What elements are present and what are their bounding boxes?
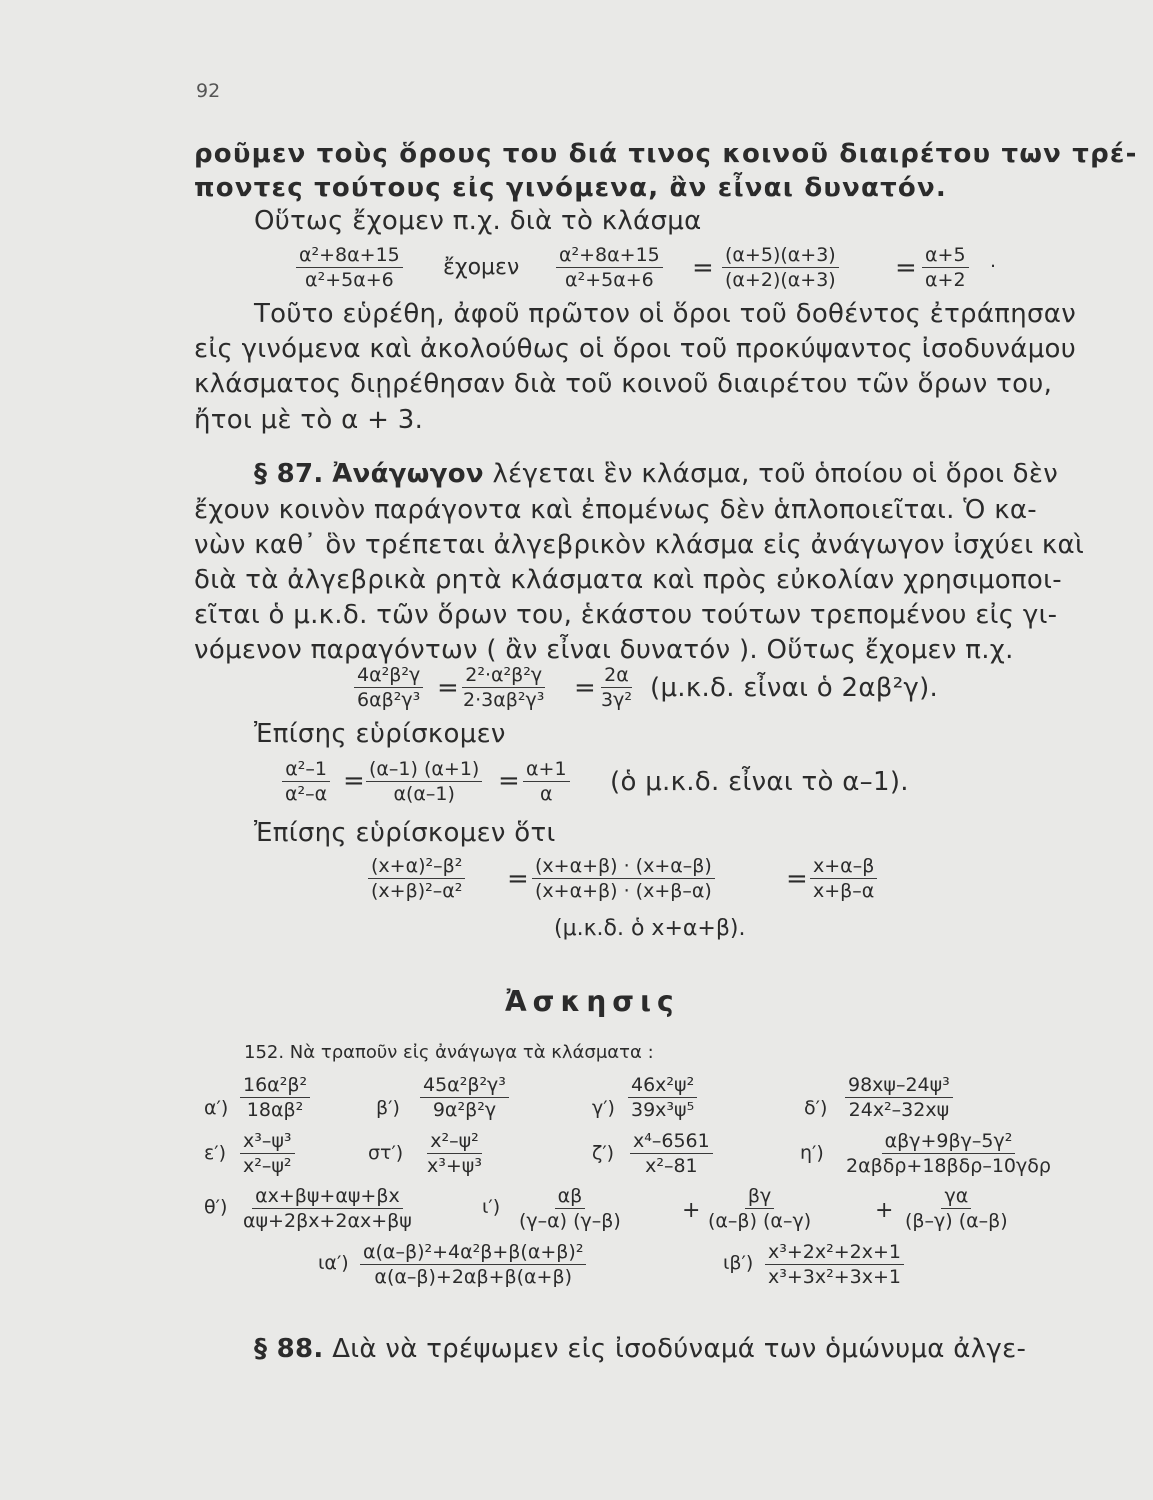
fraction-numerator: α+1 — [523, 758, 570, 782]
intro-line-2: ποντες τούτους εἰς γινόμενα, ἂν εἶναι δυνατόν. — [194, 173, 947, 203]
fraction-numerator: α²+8α+15 — [296, 244, 403, 268]
fraction-denominator: (x+β)²–α² — [371, 880, 463, 902]
fraction-denominator: 9α²β²γ — [432, 1099, 497, 1121]
para1-line-1: Τοῦτο εὑρέθη, ἀφοῦ πρῶτον οἱ ὅροι τοῦ δοθέντος ἐτράπησαν — [254, 299, 1077, 329]
fraction-numerator: x+α–β — [810, 855, 877, 879]
exercise-fraction-h — [843, 1130, 1054, 1177]
example4-fraction-1 — [368, 855, 465, 902]
exercises-heading: Ἀσκησις — [505, 985, 680, 1018]
example2-fraction-1 — [354, 664, 423, 711]
example4-note: (μ.κ.δ. ὁ x+α+β). — [554, 916, 746, 941]
fraction-denominator: (γ–α) (γ–β) — [519, 1210, 621, 1232]
exercise-fraction-c — [628, 1074, 697, 1121]
fraction-numerator: α+5 — [922, 244, 969, 268]
fraction-denominator: α(α–1) — [393, 783, 455, 805]
example4-fraction-3 — [810, 855, 877, 902]
example3-fraction-1 — [282, 758, 330, 805]
exercise-fraction-i-term3 — [902, 1185, 1011, 1232]
fraction-denominator: (α–β) (α–γ) — [708, 1210, 812, 1232]
example2-note: (μ.κ.δ. εἶναι ὁ 2αβ²γ). — [650, 673, 939, 703]
exercise-label-d: δ′) — [804, 1097, 828, 1119]
example1-fraction-1 — [296, 244, 403, 291]
fraction-denominator: α²+5α+6 — [565, 269, 654, 291]
fraction-numerator: αβγ+9βγ–5γ² — [882, 1130, 1016, 1154]
fraction-denominator: x³+ψ³ — [427, 1155, 482, 1177]
fraction-denominator: α(α–β)+2αβ+β(α+β) — [374, 1266, 573, 1288]
exercise-intro: 152. Νὰ τραποῦν εἰς ἀνάγωγα τὰ κλάσματα : — [244, 1042, 654, 1063]
fraction-numerator: (x+α+β) · (x+α–β) — [532, 855, 715, 879]
example1-word: ἔχομεν — [443, 255, 520, 280]
exercise-label-i: ι′) — [482, 1196, 501, 1218]
exercise-fraction-i-term2 — [705, 1185, 814, 1232]
fraction-numerator: α²–1 — [282, 758, 330, 782]
fraction-denominator: αψ+2βx+2αx+βψ — [243, 1210, 412, 1232]
fraction-numerator: 4α²β²γ — [354, 664, 423, 688]
example1-fraction-4 — [922, 244, 969, 291]
plus-sign: + — [875, 1198, 894, 1223]
exercise-label-z: ζ′) — [592, 1142, 615, 1164]
section-88-line — [254, 1333, 1026, 1365]
fraction-denominator: 24x²–32xψ — [848, 1099, 950, 1121]
exercise-fraction-b — [420, 1074, 509, 1121]
example3-fraction-2 — [366, 758, 482, 805]
equals-sign: = — [786, 864, 808, 894]
para1-line-3: κλάσματος διῃρέθησαν διὰ τοῦ κοινοῦ διαιρέτου τῶν ὅρων του, — [194, 369, 1053, 399]
section-number: § 87. — [254, 459, 324, 489]
equals-sign: = — [437, 673, 459, 703]
section-87-line-6: νόμενον παραγόντων ( ἂν εἶναι δυνατόν ). Οὕτως ἔχομεν π.χ. — [194, 635, 1014, 665]
exercise-fraction-ib — [765, 1241, 904, 1288]
fraction-numerator: (x+α)²–β² — [368, 855, 465, 879]
exercise-fraction-z — [630, 1130, 713, 1177]
fraction-numerator: 2²·α²β²γ — [462, 664, 545, 688]
fraction-numerator: αx+βψ+αψ+βx — [252, 1185, 403, 1209]
section-first-line-text: λέγεται ἓν κλάσμα, τοῦ ὁποίου οἱ ὅροι δὲν — [492, 459, 1059, 489]
fraction-numerator: x³–ψ³ — [240, 1130, 295, 1154]
fraction-denominator: α²–α — [285, 783, 328, 805]
fraction-numerator: βγ — [745, 1185, 774, 1209]
equals-sign: = — [507, 864, 529, 894]
fraction-denominator: x+β–α — [813, 880, 875, 902]
fraction-numerator: 98xψ–24ψ³ — [845, 1074, 953, 1098]
exercise-label-c: γ′) — [592, 1097, 615, 1119]
equals-sign: = — [692, 253, 714, 283]
fraction-denominator: (β–γ) (α–β) — [905, 1210, 1008, 1232]
section-87-line-3: νὼν καθ᾽ ὃν τρέπεται ἀλγεβρικὸν κλάσμα εἰς ἀνάγωγον ἰσχύει καὶ — [194, 530, 1085, 560]
exercise-label-e: ε′) — [204, 1142, 226, 1164]
exercise-label-th: θ′) — [204, 1196, 228, 1218]
exercise-label-b: β′) — [376, 1097, 400, 1119]
fraction-numerator: 16α²β² — [240, 1074, 310, 1098]
fraction-denominator: α²+5α+6 — [305, 269, 394, 291]
section-number: § 88. — [254, 1334, 324, 1364]
fraction-numerator: x⁴–6561 — [630, 1130, 713, 1154]
exercise-fraction-i-term1 — [516, 1185, 624, 1232]
fraction-denominator: x³+3x²+3x+1 — [768, 1266, 901, 1288]
exercise-fraction-th — [240, 1185, 415, 1232]
exercise-label-ia: ια′) — [318, 1252, 349, 1274]
also-line-2: Ἐπίσης εὑρίσκομεν ὅτι — [254, 818, 556, 848]
fraction-denominator: (x+α+β) · (x+β–α) — [535, 880, 712, 902]
fraction-denominator: (α+2)(α+3) — [725, 269, 836, 291]
fraction-denominator: 18αβ² — [246, 1099, 304, 1121]
example1-fraction-2 — [556, 244, 663, 291]
exercise-fraction-st — [424, 1130, 485, 1177]
equals-sign: = — [574, 673, 596, 703]
equals-sign: = — [498, 766, 520, 796]
fraction-denominator: 3γ² — [601, 689, 632, 711]
period: . — [990, 250, 997, 272]
exercise-fraction-e — [240, 1130, 295, 1177]
section-87-first-line — [254, 458, 1058, 490]
section-87-line-5: εῖται ὁ μ.κ.δ. τῶν ὅρων του, ἑκάστου τούτων τρεπομένου εἰς γι- — [194, 600, 1058, 630]
intro-line-1: ροῦμεν τοὺς ὅρους του διά τινος κοινοῦ διαιρέτου των τρέ- — [194, 139, 1138, 169]
exercise-label-ib: ιβ′) — [723, 1252, 754, 1274]
fraction-denominator: x²–81 — [645, 1155, 698, 1177]
example2-fraction-2 — [460, 664, 547, 711]
exercise-fraction-a — [240, 1074, 310, 1121]
fraction-numerator: α(α–β)²+4α²β+β(α+β)² — [360, 1241, 586, 1265]
plus-sign: + — [682, 1198, 701, 1223]
fraction-numerator: γα — [941, 1185, 971, 1209]
fraction-denominator: α+2 — [925, 269, 966, 291]
fraction-denominator: x²–ψ² — [243, 1155, 292, 1177]
fraction-numerator: x²–ψ² — [427, 1130, 482, 1154]
para1-line-4: ἤτοι μὲ τὸ α + 3. — [194, 405, 424, 435]
also-line-1: Ἐπίσης εὑρίσκομεν — [254, 719, 506, 749]
fraction-numerator: 2α — [601, 664, 632, 688]
fraction-denominator: 2αβδρ+18βδρ–10γδρ — [846, 1155, 1051, 1177]
fraction-numerator: αβ — [555, 1185, 586, 1209]
section-term: Ἀνάγωγον — [332, 459, 484, 489]
exercise-label-st: στ′) — [368, 1142, 404, 1164]
exercise-label-h: η′) — [800, 1142, 824, 1164]
example3-fraction-3 — [523, 758, 570, 805]
exercise-label-a: α′) — [204, 1097, 229, 1119]
fraction-numerator: α²+8α+15 — [556, 244, 663, 268]
section-text: Διὰ νὰ τρέψωμεν εἰς ἰσοδύναμά των ὁμώνυμα ἀλγε- — [332, 1334, 1027, 1364]
exercise-fraction-d — [845, 1074, 953, 1121]
para1-line-2: εἰς γινόμενα καὶ ἀκολούθως οἱ ὅροι τοῦ προκύψαντος ἰσοδυνάμου — [194, 334, 1077, 364]
exercise-fraction-ia — [360, 1241, 586, 1288]
fraction-denominator: 6αβ²γ³ — [357, 689, 421, 711]
page-number: 92 — [196, 80, 221, 102]
fraction-numerator: 46x²ψ² — [628, 1074, 697, 1098]
fraction-denominator: 39x³ψ⁵ — [631, 1099, 695, 1121]
section-87-line-2: ἔχουν κοινὸν παράγοντα καὶ ἐπομένως δὲν ἁπλοποιεῖται. Ὁ κα- — [194, 495, 1037, 525]
intro-line-3: Οὕτως ἔχομεν π.χ. διὰ τὸ κλάσμα — [254, 206, 702, 236]
section-87-line-4: διὰ τὰ ἀλγεβρικὰ ρητὰ κλάσματα καὶ πρὸς εὐκολίαν χρησιμοποι- — [194, 565, 1062, 595]
fraction-numerator: 45α²β²γ³ — [420, 1074, 509, 1098]
fraction-numerator: (α–1) (α+1) — [366, 758, 482, 782]
equals-sign: = — [343, 766, 365, 796]
fraction-numerator: x³+2x²+2x+1 — [765, 1241, 904, 1265]
fraction-denominator: 2·3αβ²γ³ — [463, 689, 545, 711]
fraction-numerator: (α+5)(α+3) — [722, 244, 839, 268]
equals-sign: = — [895, 253, 917, 283]
example1-fraction-3 — [722, 244, 839, 291]
fraction-denominator: α — [540, 783, 553, 805]
example2-fraction-3 — [598, 664, 635, 711]
example4-fraction-2 — [532, 855, 715, 902]
example3-note: (ὁ μ.κ.δ. εἶναι τὸ α–1). — [610, 767, 909, 797]
